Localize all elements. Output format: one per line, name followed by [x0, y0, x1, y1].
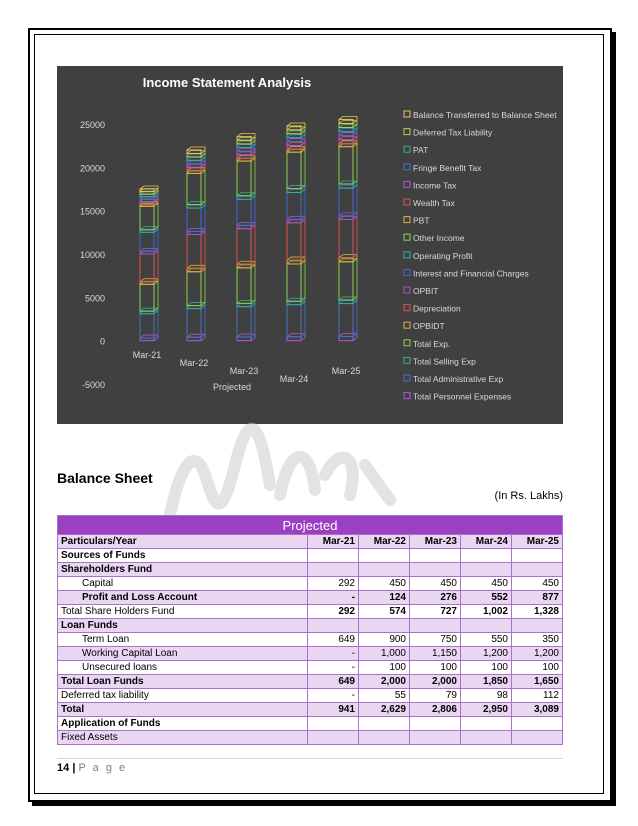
bar-segment [237, 229, 251, 265]
bar-segment-depth [339, 116, 357, 123]
row-value [359, 549, 410, 563]
row-value [308, 563, 359, 577]
bar-segment [339, 147, 353, 184]
row-value [461, 731, 512, 745]
table-row [58, 689, 563, 703]
row-value [410, 619, 461, 633]
row-label: Term Loan [58, 633, 308, 647]
row-value: 1,650 [512, 675, 563, 689]
balance-sheet-title: Balance Sheet [57, 470, 153, 486]
table-row [58, 633, 563, 647]
header-year: Mar-24 [461, 535, 512, 549]
bar-segment-depth [187, 306, 205, 338]
row-value: 100 [512, 661, 563, 675]
legend-label: OPBIDT [413, 321, 445, 332]
row-value: 727 [410, 605, 461, 619]
row-value: 79 [410, 689, 461, 703]
legend-swatch [404, 111, 410, 117]
bar-segment [339, 188, 353, 216]
bar-segment [339, 220, 353, 258]
x-axis-label: Projected [212, 382, 252, 392]
bar-segment [237, 307, 251, 337]
bar-segment-depth [237, 304, 255, 337]
row-value: 450 [461, 577, 512, 591]
bar-segment [140, 206, 154, 229]
row-label: Total Loan Funds [58, 675, 308, 689]
legend-swatch [404, 287, 410, 293]
row-label: Capital [58, 577, 308, 591]
row-value: 1,328 [512, 605, 563, 619]
footer-separator: | [72, 762, 76, 774]
table-row [58, 675, 563, 689]
legend-label: Depreciation [413, 303, 461, 314]
table-band-row [58, 516, 563, 535]
row-value [512, 731, 563, 745]
bar-segment-depth [339, 181, 357, 188]
bar-segment [187, 309, 201, 338]
row-value [359, 619, 410, 633]
row-value: 877 [512, 591, 563, 605]
income-statement-chart [57, 66, 563, 424]
row-value [461, 549, 512, 563]
legend-label: Fringe Benefit Tax [413, 162, 482, 173]
row-value: 450 [359, 577, 410, 591]
bar-segment-depth [187, 170, 205, 204]
row-value: 649 [308, 675, 359, 689]
legend-label: Balance Transferred to Balance Sheet [413, 110, 557, 120]
y-tick-label: 15000 [79, 206, 105, 217]
row-value: 112 [512, 689, 563, 703]
y-tick-label: 5000 [84, 293, 105, 304]
table-row [58, 703, 563, 717]
legend-label: Wealth Tax [413, 198, 455, 208]
legend-swatch [404, 181, 410, 187]
bar-segment [237, 199, 251, 225]
bar-segment [237, 161, 251, 196]
bar-segment-depth [339, 129, 357, 136]
row-value [359, 563, 410, 577]
bar-segment-depth [287, 261, 305, 301]
row-value: 3,089 [512, 703, 563, 717]
chart-canvas [57, 66, 563, 424]
bar-segment [140, 314, 154, 338]
row-value [410, 717, 461, 731]
bar-segment-depth [140, 203, 158, 229]
bar-segment [339, 184, 353, 188]
row-value: 1,150 [410, 647, 461, 661]
row-value: 574 [359, 605, 410, 619]
bar-segment-depth [287, 189, 305, 219]
row-value: 750 [410, 633, 461, 647]
bar-segment-depth [187, 269, 205, 306]
bar-segment [287, 152, 301, 188]
row-label: Profit and Loss Account [58, 591, 308, 605]
legend-swatch [404, 269, 410, 275]
bar-segment-depth [287, 149, 305, 188]
row-value: 100 [359, 661, 410, 675]
bar-segment [339, 258, 353, 262]
chart-title: Income Statement Analysis [142, 75, 312, 90]
row-value: 552 [461, 591, 512, 605]
header-particulars: Particulars/Year [58, 535, 308, 549]
row-value [308, 717, 359, 731]
row-value: 1,000 [359, 647, 410, 661]
row-value [461, 563, 512, 577]
bar-segment-depth [339, 301, 357, 337]
x-tick-label: Mar-24 [279, 374, 309, 384]
bar-segment-depth [237, 158, 255, 196]
bar-segment [287, 337, 301, 341]
legend-swatch [404, 164, 410, 170]
row-value: 450 [512, 577, 563, 591]
table-row [58, 647, 563, 661]
bar-segment [237, 268, 251, 304]
row-value [308, 731, 359, 745]
bar-segment-depth [140, 251, 158, 282]
bar-segment-depth [287, 302, 305, 337]
row-value: 2,000 [410, 675, 461, 689]
y-tick-label: 20000 [79, 163, 105, 174]
legend-swatch [404, 305, 410, 311]
bar-segment [287, 192, 301, 219]
row-value: 292 [308, 605, 359, 619]
row-value: 941 [308, 703, 359, 717]
header-year: Mar-23 [410, 535, 461, 549]
page-number: 14 [57, 762, 70, 774]
row-value [461, 717, 512, 731]
legend-label: Total Personnel Expenses [413, 391, 512, 402]
bar-segment-depth [339, 125, 357, 132]
row-value [410, 563, 461, 577]
legend-label: PAT [413, 145, 429, 156]
row-value [512, 717, 563, 731]
row-value [308, 619, 359, 633]
x-tick-label: Mar-21 [132, 350, 162, 360]
bar-segment [287, 264, 301, 301]
bar-segment-depth [187, 205, 205, 231]
bar-segment [339, 304, 353, 337]
legend-swatch [404, 217, 410, 223]
row-value [410, 549, 461, 563]
row-value [461, 619, 512, 633]
bar-segment-depth [287, 220, 305, 260]
row-value: 1,002 [461, 605, 512, 619]
row-value: 900 [359, 633, 410, 647]
bar-segment-depth [237, 265, 255, 304]
y-tick-label: -5000 [81, 380, 105, 390]
table-row [58, 605, 563, 619]
row-label: Sources of Funds [58, 549, 308, 563]
legend-label: PBT [413, 215, 430, 226]
table-header-row [58, 535, 563, 549]
legend-swatch [404, 322, 410, 328]
table-row [58, 731, 563, 745]
row-value: 100 [410, 661, 461, 675]
legend-label: OPBIT [413, 286, 439, 296]
bar-segment-depth [339, 334, 357, 341]
row-value: 2,806 [410, 703, 461, 717]
legend-label: Total Exp. [413, 338, 451, 349]
bar-segment [140, 254, 154, 282]
row-value: 550 [461, 633, 512, 647]
legend-swatch [404, 234, 410, 240]
bar-segment-depth [140, 281, 158, 311]
row-label: Total [58, 703, 308, 717]
bar-segment [287, 305, 301, 337]
header-year: Mar-21 [308, 535, 359, 549]
page-footer [57, 762, 127, 774]
table-row [58, 619, 563, 633]
table-row [58, 549, 563, 563]
row-value: - [308, 689, 359, 703]
bar-segment-depth [339, 259, 357, 300]
row-value [359, 731, 410, 745]
header-year: Mar-25 [512, 535, 563, 549]
bar-segment [187, 272, 201, 306]
bar-segment [187, 173, 201, 204]
bar-segment [237, 337, 251, 341]
legend-swatch [404, 340, 410, 346]
bar-segment [287, 223, 301, 260]
legend-label: Other Income [413, 233, 465, 244]
legend-label: Total Administrative Exp [413, 374, 504, 384]
legend-swatch [404, 199, 410, 205]
table-row [58, 563, 563, 577]
balance-sheet-table [57, 515, 563, 745]
y-tick-label: 10000 [79, 250, 105, 260]
footer-divider [57, 758, 563, 759]
row-value: 276 [410, 591, 461, 605]
legend-swatch [404, 129, 410, 135]
bar-segment-depth [339, 137, 357, 144]
row-value: - [308, 591, 359, 605]
legend-label: Interest and Financial Charges [413, 268, 529, 279]
x-tick-label: Mar-22 [179, 358, 209, 368]
row-value: 450 [410, 577, 461, 591]
row-value: 2,950 [461, 703, 512, 717]
row-label: Working Capital Loan [58, 647, 308, 661]
legend-label: Operating Profit [413, 250, 473, 261]
units-note: (In Rs. Lakhs) [494, 490, 563, 502]
bar-segment-depth [339, 144, 357, 184]
band-label: Projected [58, 516, 563, 535]
row-value [410, 731, 461, 745]
row-value: 100 [461, 661, 512, 675]
row-value: 292 [308, 577, 359, 591]
table-row [58, 591, 563, 605]
table-row [58, 717, 563, 731]
row-value: - [308, 647, 359, 661]
bar-segment [187, 208, 201, 231]
bar-segment-depth [339, 255, 357, 262]
legend-label: Income Tax [413, 180, 457, 191]
header-year: Mar-22 [359, 535, 410, 549]
legend-swatch [404, 146, 410, 152]
row-label: Loan Funds [58, 619, 308, 633]
bar-segment-depth [339, 120, 357, 127]
row-label: Shareholders Fund [58, 563, 308, 577]
bar-segment-depth [237, 226, 255, 265]
row-value: 1,200 [461, 647, 512, 661]
row-label: Deferred tax liability [58, 689, 308, 703]
bar-segment [140, 284, 154, 311]
legend-label: Total Selling Exp [413, 356, 476, 367]
y-tick-label: 25000 [79, 120, 105, 130]
legend-swatch [404, 375, 410, 381]
bar-segment-depth [140, 311, 158, 338]
legend-swatch [404, 393, 410, 399]
bar-segment [187, 337, 201, 340]
row-label: Total Share Holders Fund [58, 605, 308, 619]
bar-segment-depth [339, 185, 357, 216]
bar-segment-depth [237, 196, 255, 225]
row-label: Unsecured loans [58, 661, 308, 675]
legend-swatch [404, 252, 410, 258]
row-value: 350 [512, 633, 563, 647]
bar-segment [339, 337, 353, 341]
x-tick-label: Mar-25 [331, 366, 361, 376]
bar-segment-depth [339, 217, 357, 258]
row-value: 55 [359, 689, 410, 703]
bar-segment [339, 262, 353, 300]
row-value: 2,000 [359, 675, 410, 689]
row-value: 124 [359, 591, 410, 605]
row-value [512, 549, 563, 563]
x-tick-label: Mar-23 [229, 366, 259, 376]
row-value: 649 [308, 633, 359, 647]
legend-swatch [404, 357, 410, 363]
bar-segment-depth [187, 232, 205, 269]
y-tick-label: 0 [99, 336, 105, 347]
table-row [58, 577, 563, 591]
row-value: 1,850 [461, 675, 512, 689]
row-value [308, 549, 359, 563]
row-label: Application of Funds [58, 717, 308, 731]
row-label: Fixed Assets [58, 731, 308, 745]
row-value [359, 717, 410, 731]
row-value [512, 619, 563, 633]
bar-segment-depth [339, 133, 357, 140]
row-value [512, 563, 563, 577]
table-row [58, 661, 563, 675]
bar-segment [187, 235, 201, 269]
row-value: 98 [461, 689, 512, 703]
row-value: 2,629 [359, 703, 410, 717]
row-value: - [308, 661, 359, 675]
row-value: 1,200 [512, 647, 563, 661]
legend-label: Deferred Tax Liability [413, 127, 493, 138]
page-word: P a g e [78, 762, 128, 774]
